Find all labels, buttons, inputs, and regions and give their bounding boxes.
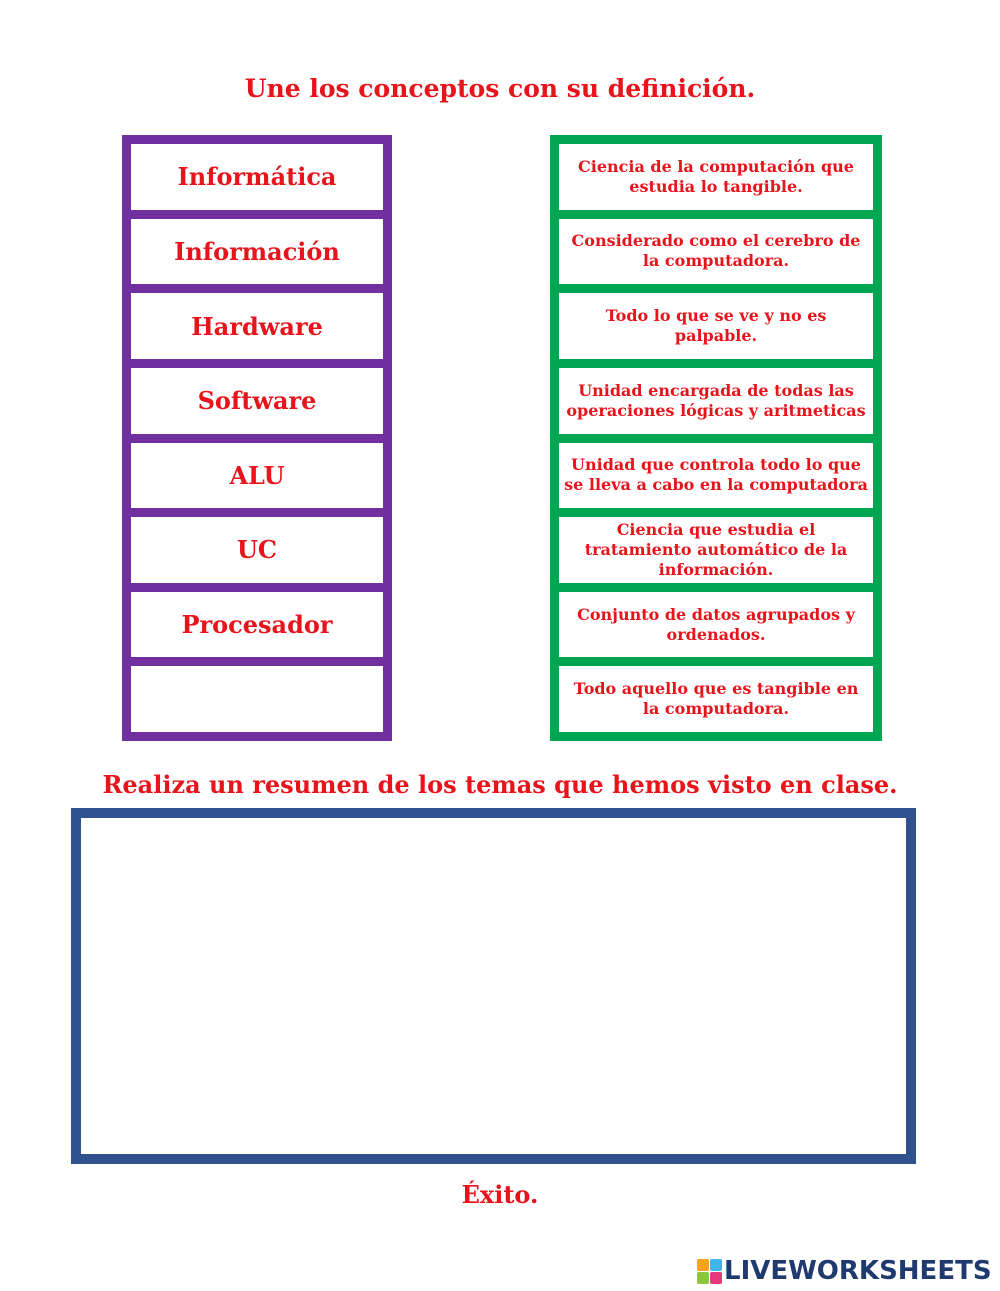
definition-box[interactable]: Todo aquello que es tangible en la computadora. bbox=[559, 666, 873, 732]
concept-box[interactable]: ALU bbox=[131, 443, 383, 509]
definition-box[interactable]: Unidad que controla todo lo que se lleva a cabo en la computadora bbox=[559, 443, 873, 509]
summary-prompt: Realiza un resumen de los temas que hemos visto en clase. bbox=[102, 770, 898, 799]
concept-box[interactable]: Hardware bbox=[131, 293, 383, 359]
definition-box[interactable]: Todo lo que se ve y no es palpable. bbox=[559, 293, 873, 359]
concept-box[interactable]: Software bbox=[131, 368, 383, 434]
summary-box bbox=[71, 808, 916, 1164]
closing-text: Éxito. bbox=[461, 1180, 539, 1209]
definition-box[interactable]: Ciencia de la computación que estudia lo tangible. bbox=[559, 144, 873, 210]
concept-box[interactable]: Procesador bbox=[131, 592, 383, 658]
concept-box[interactable]: Informática bbox=[131, 144, 383, 210]
definition-box[interactable]: Ciencia que estudia el tratamiento automático de la información. bbox=[559, 517, 873, 583]
page-title: Une los conceptos con su definición. bbox=[244, 74, 756, 103]
summary-textarea[interactable] bbox=[81, 818, 906, 1154]
definition-box[interactable]: Unidad encargada de todas las operaciones lógicas y aritmeticas bbox=[559, 368, 873, 434]
definitions-column bbox=[550, 135, 882, 741]
brand-name: LIVEWORKSHEETS bbox=[724, 1256, 992, 1286]
concept-box-empty[interactable] bbox=[131, 666, 383, 732]
concept-box[interactable]: UC bbox=[131, 517, 383, 583]
definition-box[interactable]: Conjunto de datos agrupados y ordenados. bbox=[559, 592, 873, 658]
concept-box[interactable]: Información bbox=[131, 219, 383, 285]
liveworksheets-logo bbox=[697, 1255, 992, 1287]
liveworksheets-logo-icon bbox=[697, 1259, 722, 1284]
definition-box[interactable]: Considerado como el cerebro de la computadora. bbox=[559, 219, 873, 285]
concepts-column bbox=[122, 135, 392, 741]
